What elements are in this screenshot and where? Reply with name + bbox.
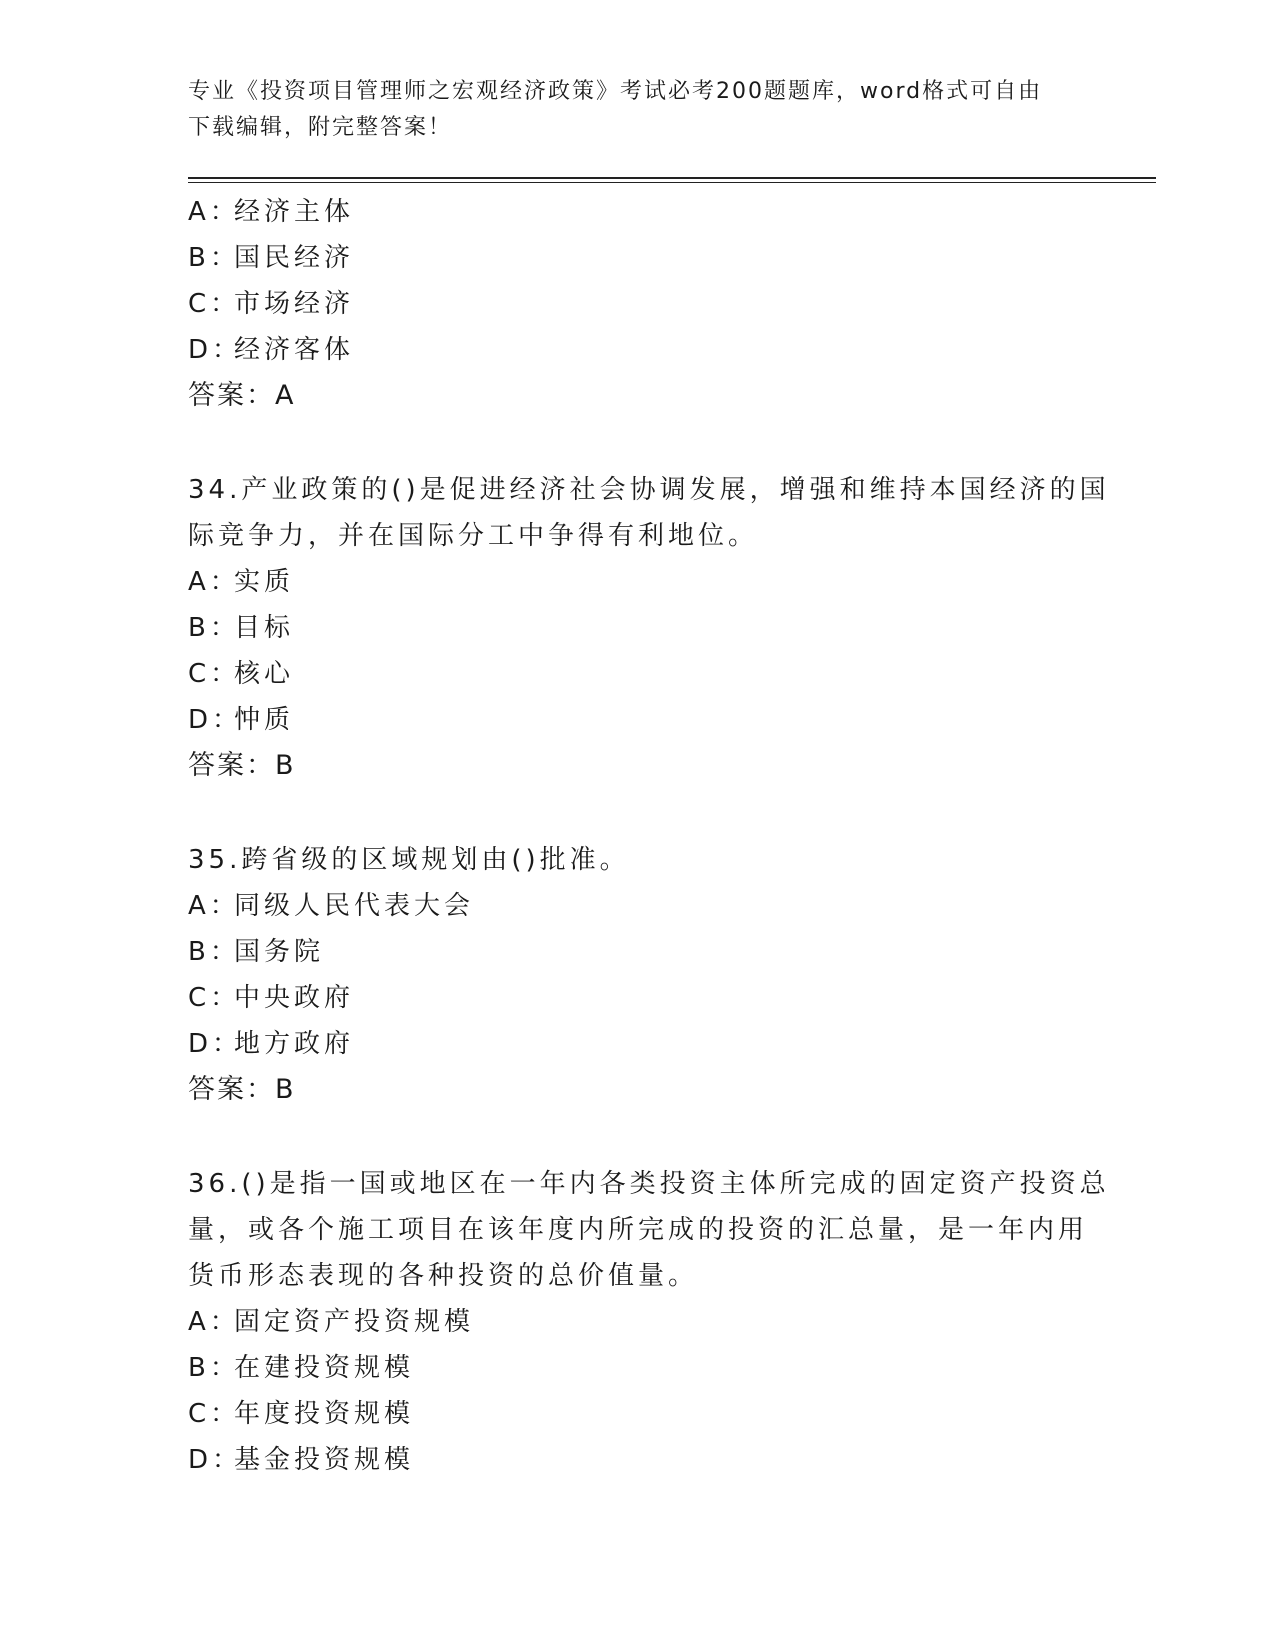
option-b xyxy=(188,929,1088,975)
question-block-33 xyxy=(188,189,1088,419)
option-text: 同级人民代表大会 xyxy=(234,891,475,921)
option-a xyxy=(188,559,1088,605)
question-text-line-1: 34.产业政策的()是促进经济社会协调发展，增强和维持本国经济的国 xyxy=(188,475,1110,505)
option-text: 在建投资规模 xyxy=(234,1353,415,1383)
option-text: 目标 xyxy=(234,613,295,643)
question-list xyxy=(188,189,1110,1483)
option-letter: C： xyxy=(188,983,241,1013)
option-d xyxy=(188,1021,1088,1067)
option-text: 核心 xyxy=(234,659,295,689)
spacer xyxy=(188,789,1088,837)
option-text: 中央政府 xyxy=(234,983,355,1013)
option-letter: B： xyxy=(188,243,240,273)
option-letter: C： xyxy=(188,289,241,319)
option-c xyxy=(188,1391,1088,1437)
option-letter: D： xyxy=(188,335,243,365)
question-block-36 xyxy=(188,1161,1110,1483)
option-letter: A： xyxy=(188,891,240,921)
option-b xyxy=(188,605,1088,651)
option-letter: B： xyxy=(188,1353,240,1383)
option-c xyxy=(188,651,1088,697)
document-header xyxy=(188,74,1068,146)
spacer xyxy=(188,419,1088,467)
answer-line: 答案：B xyxy=(188,1074,296,1105)
header-line-2: 下载编辑，附完整答案！ xyxy=(188,115,453,140)
option-text: 经济主体 xyxy=(234,197,355,227)
option-text: 基金投资规模 xyxy=(234,1445,415,1475)
option-d xyxy=(188,327,1088,373)
question-text-line-3: 货币形态表现的各种投资的总价值量。 xyxy=(188,1261,699,1291)
header-line-1: 专业《投资项目管理师之宏观经济政策》考试必考200题题库，word格式可自由 xyxy=(188,79,1043,104)
option-letter: A： xyxy=(188,1307,240,1337)
option-letter: B： xyxy=(188,613,240,643)
option-text: 固定资产投资规模 xyxy=(234,1307,475,1337)
option-text: 年度投资规模 xyxy=(234,1399,415,1429)
question-block-35 xyxy=(188,837,1088,1113)
option-c xyxy=(188,281,1088,327)
option-text: 忡质 xyxy=(234,705,295,735)
option-text: 国务院 xyxy=(234,937,325,967)
option-c xyxy=(188,975,1088,1021)
option-letter: B： xyxy=(188,937,240,967)
option-text: 地方政府 xyxy=(234,1029,355,1059)
option-d xyxy=(188,697,1088,743)
question-block-34 xyxy=(188,467,1110,789)
question-text-line-1: 35.跨省级的区域规划由()批准。 xyxy=(188,845,630,875)
option-text: 市场经济 xyxy=(234,289,355,319)
option-letter: A： xyxy=(188,567,240,597)
question-text-line-2: 量，或各个施工项目在该年度内所完成的投资的汇总量，是一年内用 xyxy=(188,1215,1089,1245)
option-b xyxy=(188,1345,1088,1391)
header-divider xyxy=(188,177,1156,183)
option-d xyxy=(188,1437,1088,1483)
question-text-line-2: 际竞争力，并在国际分工中争得有利地位。 xyxy=(188,521,759,551)
option-letter: A： xyxy=(188,197,240,227)
question-text-line-1: 36.()是指一国或地区在一年内各类投资主体所完成的固定资产投资总 xyxy=(188,1169,1110,1199)
option-a xyxy=(188,1299,1088,1345)
option-letter: D： xyxy=(188,1445,243,1475)
answer-line: 答案：A xyxy=(188,380,296,411)
option-a xyxy=(188,189,1088,235)
option-a xyxy=(188,883,1088,929)
option-text: 实质 xyxy=(234,567,295,597)
answer-line: 答案：B xyxy=(188,750,296,781)
option-letter: C： xyxy=(188,1399,241,1429)
spacer xyxy=(188,1113,1088,1161)
option-b xyxy=(188,235,1088,281)
option-letter: D： xyxy=(188,1029,243,1059)
option-text: 经济客体 xyxy=(234,335,355,365)
option-text: 国民经济 xyxy=(234,243,355,273)
option-letter: C： xyxy=(188,659,241,689)
option-letter: D： xyxy=(188,705,243,735)
